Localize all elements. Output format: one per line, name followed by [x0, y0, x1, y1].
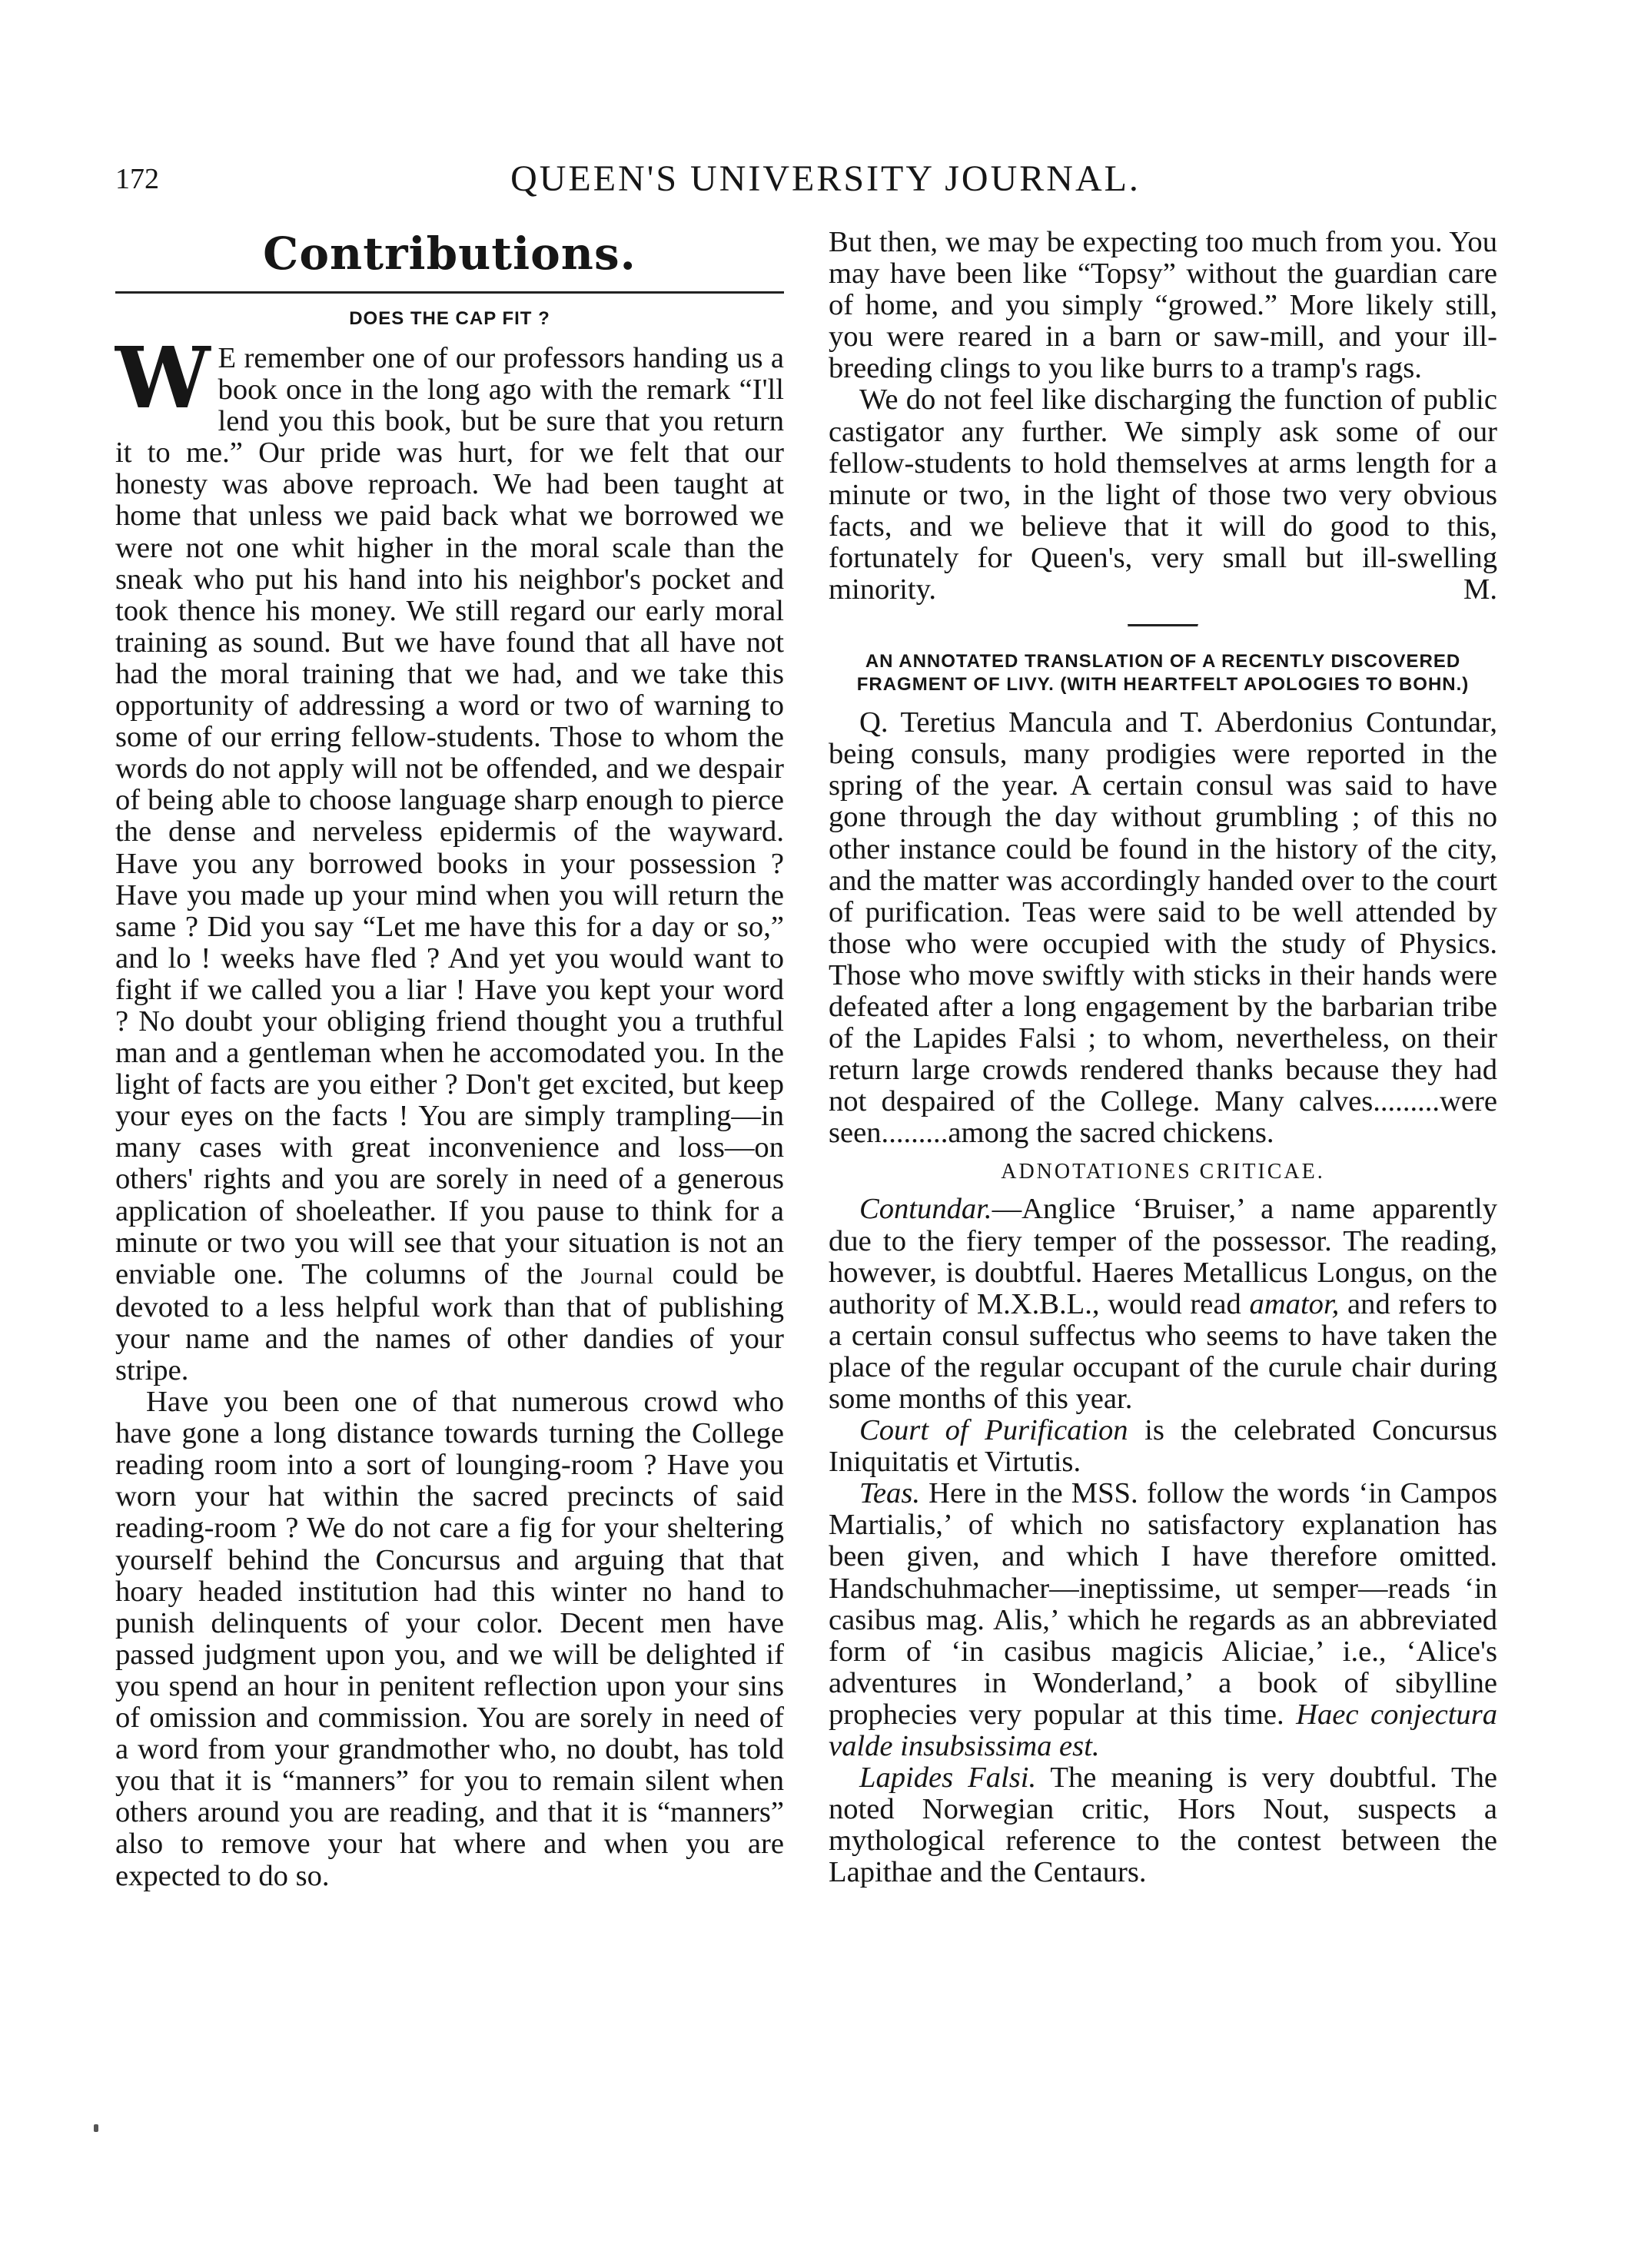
journal-small-caps: Journal: [580, 1263, 655, 1289]
right-column: [829, 227, 1497, 1889]
article-title-livy: AN ANNOTATED TRANSLATION OF A RECENTLY DISCOVERED FRAGMENT OF LIVY. (WITH HEARTFELT APOLOGIES TO BOHN.): [856, 651, 1470, 696]
note-court: [829, 1415, 1497, 1478]
note-text: and refers to a certain consul suffectus who seems to have taken the place of the regular occupant of the curule chair during some months of this year.: [829, 1287, 1497, 1415]
stray-ink-mark: [94, 2124, 98, 2132]
article1-paragraph-4: [829, 384, 1497, 606]
section-heading: Contributions.: [263, 227, 636, 280]
article1-p1-end: could be devoted to a less helpful work than that of publishing your name and the names of other dandies of your stripe.: [115, 1257, 784, 1386]
journal-title: QUEEN'S UNIVERSITY JOURNAL.: [510, 158, 1141, 199]
page-number: 172: [115, 163, 159, 195]
article1-p1-text: E remember one of our professors handing us a book once in the long ago with the remark “I'll lend you this book, but be sure that you return it to me.” Our pride was hurt, for we felt that our honesty was above reproach. We had been taught at home that unless we paid back what we borrowed we were not one whit higher in the moral scale than the sneak who put his hand into his neighbor's pocket and took thence his money. We still regard our early moral training as sound. But we have found that all have not had the moral training that we had, and we take this opportunity of addressing a word or two of warning to some of our erring fellow-students. Those to whom the words do not apply will not be offended, and we despair of being able to choose language sharp enough to pierce the dense and nerveless epidermis of the wayward. Have you any borrowed books in your possession ? Have you made up your mind when you will return the same ? Did you say “Let me have this for a day or so,” and lo ! weeks have fled ? And yet you would want to fight if we called you a liar ! Have you kept your word ? No doubt your obliging friend thought you a truthful man and a gentleman when he accomodated you. In the light of facts are you either ? Don't get excited, but keep your eyes on the facts ! You are simply trampling—in many cases with great inconvenience and loss—on others' rights and you are sorely in need of a generous application of shoeleather. If you pause to think for a minute or two you will see that your situation is not an enviable one. The columns of the: [115, 342, 784, 1290]
drop-cap: W: [115, 328, 211, 427]
note-text: —Anglice ‘Bruiser,’ a name apparently due to the fiery temper of the possessor. The reading, however, is doubtful. Haeres Metallicus Longus, on the authority of M.X.B.L., would read: [829, 1193, 1497, 1320]
note-term: Lapides Falsi.: [859, 1762, 1037, 1795]
article1-p4-text: We do not feel like discharging the function of public castigator any further. We simply ask some of our fellow-students to hold themselves at arms length for a minute or two, in the light of those two very obvious facts, and we believe that it will do good to this, fortunately for Queen's, very small but ill-swelling minority.: [829, 384, 1497, 606]
article1-paragraph-1: [115, 328, 784, 1386]
note-text: is the celebrated Concursus Iniquitatis et Virtutis.: [829, 1414, 1497, 1479]
article-title-cap-fit: DOES THE CAP FIT ?: [349, 308, 550, 329]
note-latin: Haec conjectura valde insubsissima est.: [829, 1698, 1498, 1763]
note-contundar: [829, 1194, 1497, 1415]
note-term: Teas.: [859, 1477, 920, 1510]
article1-paragraph-2: Have you been one of that numerous crowd who have gone a long distance towards turning the College reading room into a sort of lounging-room ? Have you worn your hat within the sacred precincts of said reading-room ? We do not care a fig for your sheltering yourself behind the Concursus and arguing that that hoary headed institution had this winter no hand to punish delinquents of your color. Decent men have passed judgment upon you, and we will be delighted if you spend an hour in penitent reflection upon your sins of omission and commission. You are sorely in need of a word from your grandmother who, no doubt, has told you that it is “manners” for you to remain silent when others around you are reading, and that it is “manners” also to remove your hat where and when you are expected to do so.: [115, 1386, 784, 1892]
left-column: [115, 227, 784, 1892]
note-term: Contundar.: [859, 1193, 992, 1226]
note-lapides: [829, 1762, 1497, 1888]
note-italic-word: amator,: [1249, 1287, 1340, 1320]
note-text: Here in the MSS. follow the words ‘in Campos Martialis,’ of which no satisfactory explanation has been given, and which I have therefore omitted. Handschuhmacher—ineptissime, ut semper—reads ‘in casibus mag. Alis,’ which he regards as an abbreviated form of ‘in casibus magicis Aliciae,’ i.e., ‘Alice's adventures in Wonderland,’ a book of sibylline prophecies very popular at this time.: [829, 1477, 1497, 1731]
section-rule: [115, 291, 784, 294]
article2-paragraph-1: Q. Teretius Mancula and T. Aberdonius Contundar, being consuls, many prodigies were reported in the spring of the year. A certain consul was said to have gone through the day without grumbling ; of this no other instance could be found in the history of the city, and the matter was accordingly handed over to the court of purification. Teas were said to be well attended by those who were occupied with the study of Physics. Those who move swiftly with sticks in their hands were defeated after a long engagement by the barbarian tribe of the Lapides Falsi ; to whom, nevertheless, on their return large crowds rendered thanks because they had not despaired of the College. Many calves.........were seen.........among the sacred chickens.: [829, 706, 1497, 1150]
note-text: The meaning is very doubtful. The noted Norwegian critic, Hors Nout, suspects a mythological reference to the contest between the Lapithae and the Centaurs.: [829, 1762, 1497, 1889]
signature: M.: [1463, 573, 1497, 606]
article-separator: [1128, 624, 1198, 627]
note-teas: [829, 1478, 1497, 1762]
running-head: [0, 158, 1651, 204]
adnotationes-heading: ADNOTATIONES CRITICAE.: [1001, 1160, 1325, 1184]
note-term: Court of Purification: [859, 1414, 1128, 1447]
article1-paragraph-3: But then, we may be expecting too much from you. You may have been like “Topsy” without the guardian care of home, and you simply “growed.” More likely still, you were reared in a barn or saw-mill, and your ill-breeding clings to you like burrs to a tramp's rags.: [829, 226, 1497, 385]
